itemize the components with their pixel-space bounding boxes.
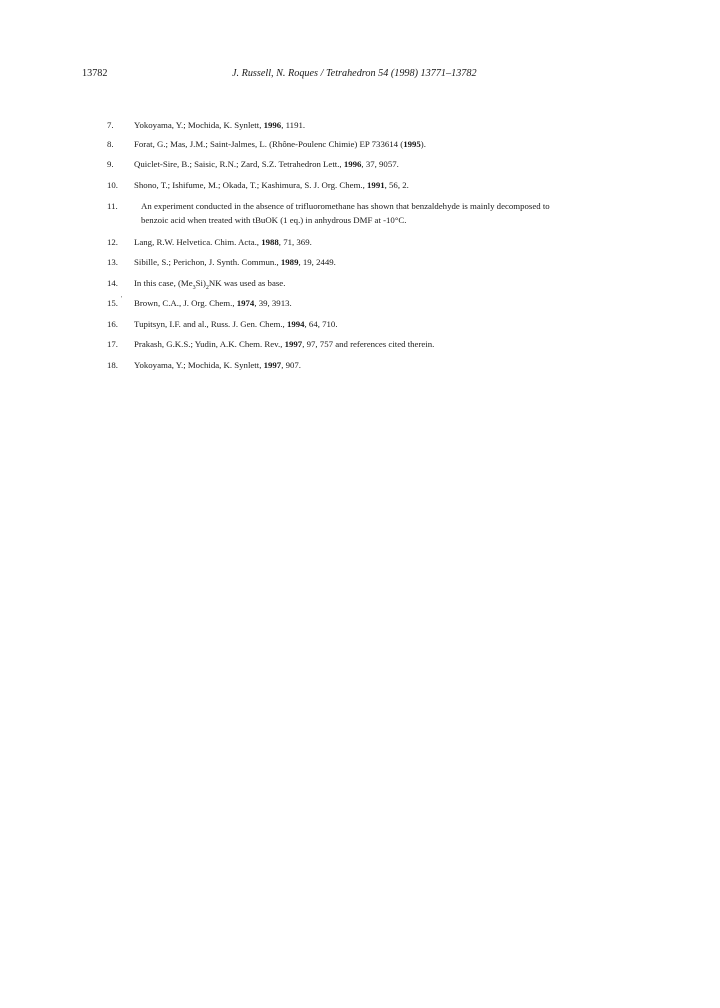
reference-text: Yokoyama, Y.; Mochida, K. Synlett, 1997, 907. — [134, 360, 301, 370]
running-header — [82, 68, 642, 82]
reference-text: Sibille, S.; Perichon, J. Synth. Commun., 1989, 19, 2449. — [134, 257, 336, 267]
reference-number: 9. — [107, 159, 114, 169]
reference-text: In this case, $(Me_3Si)_2NK$ was used as base. — [134, 278, 286, 291]
reference-item — [0, 199, 720, 229]
reference-number: 8. — [107, 139, 114, 149]
reference-number: 12. — [107, 237, 118, 247]
reference-number: 11. — [107, 201, 118, 211]
reference-text: Prakash, G.K.S.; Yudin, A.K. Chem. Rev., 1997, 97, 757 and references cited therein. — [134, 339, 435, 349]
reference-number: 13. — [107, 257, 118, 267]
reference-text: Yokoyama, Y.; Mochida, K. Synlett, 1996, 1191. — [134, 120, 306, 130]
reference-number: 17. — [107, 339, 118, 349]
reference-number: 14. — [107, 278, 118, 288]
reference-text: Lang, R.W. Helvetica. Chim. Acta., 1988, 71, 369. — [134, 237, 312, 247]
stray-mark: ' — [121, 295, 123, 303]
reference-number: 15. — [107, 298, 118, 308]
page-number: 13782 — [82, 68, 108, 79]
reference-number: 7. — [107, 120, 114, 130]
reference-text: Tupitsyn, I.F. and al., Russ. J. Gen. Chem., 1994, 64, 710. — [134, 319, 338, 329]
reference-text: Forat, G.; Mas, J.M.; Saint-Jalmes, L. (Rhône-Poulenc Chimie) EP 733614 (1995). — [134, 139, 426, 149]
reference-text-line-2: benzoic acid when treated with tBuOK (1 eq.) in anhydrous DMF at -10°C. — [141, 215, 407, 225]
running-head: J. Russell, N. Roques / Tetrahedron 54 (1998) 13771–13782 — [232, 68, 477, 79]
reference-text: Shono, T.; Ishifume, M.; Okada, T.; Kashimura, S. J. Org. Chem., 1991, 56, 2. — [134, 180, 409, 190]
reference-number: 10. — [107, 180, 118, 190]
reference-number: 16. — [107, 319, 118, 329]
reference-text: Quiclet-Sire, B.; Saisic, R.N.; Zard, S.Z. Tetrahedron Lett., 1996, 37, 9057. — [134, 159, 399, 169]
reference-text: Brown, C.A., J. Org. Chem., 1974, 39, 3913. — [134, 298, 292, 308]
reference-text-line-1: An experiment conducted in the absence of trifluoromethane has shown that benzaldehyde is mainly decomposed to — [141, 201, 550, 211]
reference-number: 18. — [107, 360, 118, 370]
